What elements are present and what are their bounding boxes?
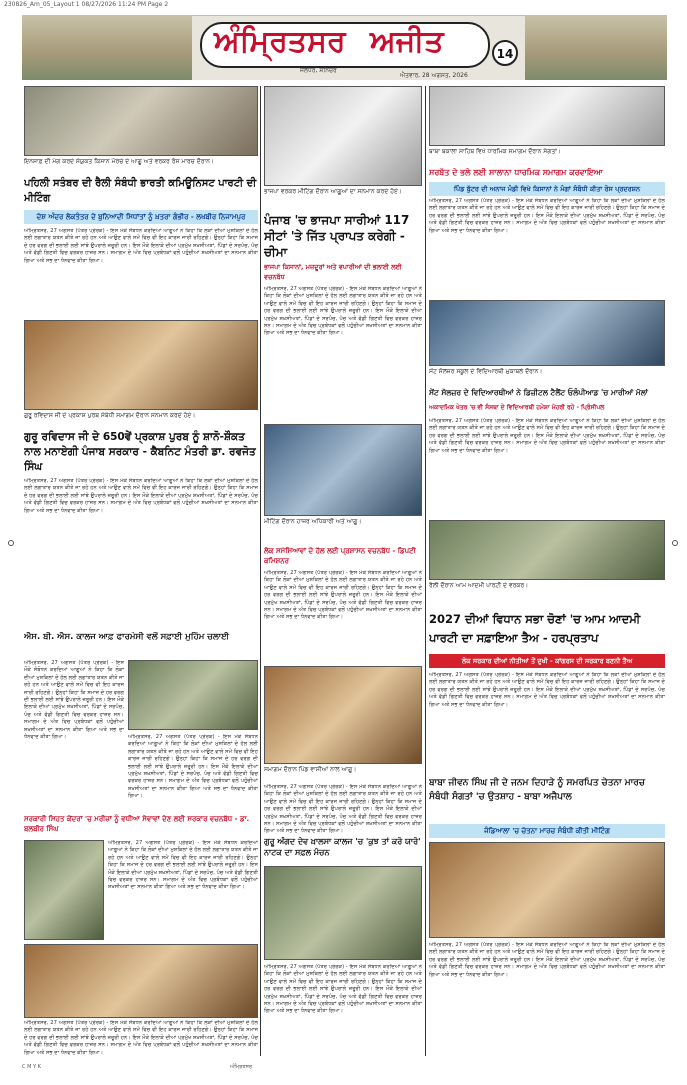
article-subheadline: ਲੋਕ ਸਰਕਾਰ ਦੀਆਂ ਨੀਤੀਆਂ ਤੋਂ ਦੁਖੀ - ਕਾਂਗਰਸ ਦੀ ਸਰਕਾਰ ਬਣਨੀ ਤੈਅ [429,654,665,668]
article-headline: ਐਸ. ਬੀ. ਐਸ. ਕਾਲਜ ਆਫ਼ ਫਾਰਮੇਸੀ ਵਲੋਂ ਸਫ਼ਾਈ ਮੁਹਿੰਮ ਚਲਾਈ [24,632,230,642]
page-number: 14 [492,40,518,66]
article-photo-sikh-meeting [429,842,665,938]
masthead-logo-right: ਅਜੀਤ [370,24,444,59]
article-body: ਅੰਮ੍ਰਿਤਸਰ, 27 ਅਗਸਤ (ਪੱਤਰ ਪ੍ਰੇਰਕ) - ਇਸ ਮੌਕੇ ਸੰਬੋਧਨ ਕਰਦਿਆਂ ਆਗੂਆਂ ਨੇ ਕਿਹਾ ਕਿ ਲੋਕਾਂ ਦੀਆਂ ਮੁਸ਼ਕਿਲਾਂ ਦੇ ਹੱਲ ਲਈ ਲਗਾਤਾਰ ਯਤਨ ਕੀਤੇ ਜਾ ਰਹੇ ਹਨ ਅਤੇ ਆਉਣ ਵਾਲੇ ਸਮੇਂ ਵਿਚ ਵੀ ਇਹ ਕਾਰਜ ਜਾਰੀ ਰਹਿਣਗੇ। ਉਨ੍ਹਾਂ ਕਿਹਾ ਕਿ ਸਮਾਜ ਦੇ ਹਰ ਵਰਗ ਦੀ ਭਲਾਈ ਲਈ ਸਾਂਝੇ ਉਪਰਾਲੇ ਜ਼ਰੂਰੀ ਹਨ। ਇਸ ਮੌਕੇ ਇਲਾਕੇ ਦੀਆਂ ਪ੍ਰਮੁੱਖ ਸ਼ਖ਼ਸੀਅਤਾਂ, ਪਿੰਡਾਂ ਦੇ ਸਰਪੰਚ, ਪੰਚ ਅਤੇ ਵੱਡੀ ਗਿਣਤੀ ਵਿਚ ਵਰਕਰ ਹਾਜ਼ਰ ਸਨ। ਸਮਾਗਮ ਦੇ ਅੰਤ ਵਿਚ ਪ੍ਰਬੰਧਕਾਂ ਵਲੋਂ ਪਹੁੰਚੀਆਂ ਸ਼ਖ਼ਸੀਅਤਾਂ ਦਾ ਸਨਮਾਨ ਕੀਤਾ ਗਿਆ ਅਤੇ ਸਭ ਦਾ ਧੰਨਵਾਦ ਕੀਤਾ ਗਿਆ। [429,198,665,234]
article-headline: ਗੁਰੂ ਅੰਗਦ ਦੇਵ ਖ਼ਾਲਸਾ ਕਾਲਜ 'ਚ 'ਕੁਝ ਤਾਂ ਕਰੋ ਯਾਰੋ' ਨਾਟਕ ਦਾ ਸਫ਼ਲ ਮੰਚਨ [264,837,421,857]
footer-strip [0,1064,687,1072]
article-subheadline: ਪਿੰਡ ਬੁੱਟਰ ਦੀ ਅਨਾਜ ਮੰਡੀ ਵਿਖੇ ਕਿਸਾਨਾਂ ਨੇ ਮੰਗਾਂ ਸੰਬੰਧੀ ਕੀਤਾ ਰੋਸ ਪ੍ਰਦਰਸ਼ਨ [429,182,665,196]
photo-caption: ਮੀਟਿੰਗ ਦੌਰਾਨ ਹਾਜ਼ਰ ਅਧਿਕਾਰੀ ਅਤੇ ਆਗੂ। [264,518,362,525]
photo-caption: ਰੈਲੀ ਦੌਰਾਨ ਆਮ ਆਦਮੀ ਪਾਰਟੀ ਦੇ ਵਰਕਰ। [429,582,529,589]
article-headline: ਗੁਰੂ ਰਵਿਦਾਸ ਜੀ ਦੇ 650ਵੇਂ ਪ੍ਰਕਾਸ਼ ਪੁਰਬ ਨੂੰ ਸ਼ਾਨੋ-ਸ਼ੌਕਤ ਨਾਲ ਮਨਾਏਗੀ ਪੰਜਾਬ ਸਰਕਾਰ - ਕੈਬਨਿਟ ਮੰਤਰੀ ਡਾ. ਰਵਜੋਤ ਸਿੰਘ [24,431,256,473]
article-photo-students [429,300,665,366]
article-photo-drama [264,866,422,960]
article-body: ਅੰਮ੍ਰਿਤਸਰ, 27 ਅਗਸਤ (ਪੱਤਰ ਪ੍ਰੇਰਕ) - ਇਸ ਮੌਕੇ ਸੰਬੋਧਨ ਕਰਦਿਆਂ ਆਗੂਆਂ ਨੇ ਕਿਹਾ ਕਿ ਲੋਕਾਂ ਦੀਆਂ ਮੁਸ਼ਕਿਲਾਂ ਦੇ ਹੱਲ ਲਈ ਲਗਾਤਾਰ ਯਤਨ ਕੀਤੇ ਜਾ ਰਹੇ ਹਨ ਅਤੇ ਆਉਣ ਵਾਲੇ ਸਮੇਂ ਵਿਚ ਵੀ ਇਹ ਕਾਰਜ ਜਾਰੀ ਰਹਿਣਗੇ। ਉਨ੍ਹਾਂ ਕਿਹਾ ਕਿ ਸਮਾਜ ਦੇ ਹਰ ਵਰਗ ਦੀ ਭਲਾਈ ਲਈ ਸਾਂਝੇ ਉਪਰਾਲੇ ਜ਼ਰੂਰੀ ਹਨ। ਇਸ ਮੌਕੇ ਇਲਾਕੇ ਦੀਆਂ ਪ੍ਰਮੁੱਖ ਸ਼ਖ਼ਸੀਅਤਾਂ, ਪਿੰਡਾਂ ਦੇ ਸਰਪੰਚ, ਪੰਚ ਅਤੇ ਵੱਡੀ ਗਿਣਤੀ ਵਿਚ ਵਰਕਰ ਹਾਜ਼ਰ ਸਨ। ਸਮਾਗਮ ਦੇ ਅੰਤ ਵਿਚ ਪ੍ਰਬੰਧਕਾਂ ਵਲੋਂ ਪਹੁੰਚੀਆਂ ਸ਼ਖ਼ਸੀਅਤਾਂ ਦਾ ਸਨਮਾਨ ਕੀਤਾ ਗਿਆ ਅਤੇ ਸਭ ਦਾ ਧੰਨਵਾਦ ਕੀਤਾ ਗਿਆ। [24,1020,258,1056]
article-subheadline: ਜੰਡਿਆਲਾ 'ਚ ਚੇਤਨਾ ਮਾਰਚ ਸੰਬੰਧੀ ਕੀਤੀ ਮੀਟਿੰਗ [429,824,665,838]
article-photo-cleanliness [128,660,258,730]
footer-color-key: C M Y K [22,1064,41,1070]
article-photo-protest [24,86,258,156]
photo-caption: ਬਾਬਾ ਬਕਾਲਾ ਸਾਹਿਬ ਵਿਖੇ ਧਾਰਮਿਕ ਸਮਾਗਮ ਦੌਰਾਨ ਸੰਗਤਾਂ। [429,148,562,155]
article-body: ਅੰਮ੍ਰਿਤਸਰ, 27 ਅਗਸਤ (ਪੱਤਰ ਪ੍ਰੇਰਕ) - ਇਸ ਮੌਕੇ ਸੰਬੋਧਨ ਕਰਦਿਆਂ ਆਗੂਆਂ ਨੇ ਕਿਹਾ ਕਿ ਲੋਕਾਂ ਦੀਆਂ ਮੁਸ਼ਕਿਲਾਂ ਦੇ ਹੱਲ ਲਈ ਲਗਾਤਾਰ ਯਤਨ ਕੀਤੇ ਜਾ ਰਹੇ ਹਨ ਅਤੇ ਆਉਣ ਵਾਲੇ ਸਮੇਂ ਵਿਚ ਵੀ ਇਹ ਕਾਰਜ ਜਾਰੀ ਰਹਿਣਗੇ। ਉਨ੍ਹਾਂ ਕਿਹਾ ਕਿ ਸਮਾਜ ਦੇ ਹਰ ਵਰਗ ਦੀ ਭਲਾਈ ਲਈ ਸਾਂਝੇ ਉਪਰਾਲੇ ਜ਼ਰੂਰੀ ਹਨ। ਇਸ ਮੌਕੇ ਇਲਾਕੇ ਦੀਆਂ ਪ੍ਰਮੁੱਖ ਸ਼ਖ਼ਸੀਅਤਾਂ, ਪਿੰਡਾਂ ਦੇ ਸਰਪੰਚ, ਪੰਚ ਅਤੇ ਵੱਡੀ ਗਿਣਤੀ ਵਿਚ ਵਰਕਰ ਹਾਜ਼ਰ ਸਨ। ਸਮਾਗਮ ਦੇ ਅੰਤ ਵਿਚ ਪ੍ਰਬੰਧਕਾਂ ਵਲੋਂ ਪਹੁੰਚੀਆਂ ਸ਼ਖ਼ਸੀਅਤਾਂ ਦਾ ਸਨਮਾਨ ਕੀਤਾ ਗਿਆ ਅਤੇ ਸਭ ਦਾ ਧੰਨਵਾਦ ਕੀਤਾ ਗਿਆ। [264,964,422,1015]
photo-caption: ਸਮਾਗਮ ਦੌਰਾਨ ਪਿੰਡ ਵਾਸੀਆਂ ਨਾਲ ਆਗੂ। [264,766,357,773]
article-photo-villagers [264,666,422,764]
article-body: ਅੰਮ੍ਰਿਤਸਰ, 27 ਅਗਸਤ (ਪੱਤਰ ਪ੍ਰੇਰਕ) - ਇਸ ਮੌਕੇ ਸੰਬੋਧਨ ਕਰਦਿਆਂ ਆਗੂਆਂ ਨੇ ਕਿਹਾ ਕਿ ਲੋਕਾਂ ਦੀਆਂ ਮੁਸ਼ਕਿਲਾਂ ਦੇ ਹੱਲ ਲਈ ਲਗਾਤਾਰ ਯਤਨ ਕੀਤੇ ਜਾ ਰਹੇ ਹਨ ਅਤੇ ਆਉਣ ਵਾਲੇ ਸਮੇਂ ਵਿਚ ਵੀ ਇਹ ਕਾਰਜ ਜਾਰੀ ਰਹਿਣਗੇ। ਉਨ੍ਹਾਂ ਕਿਹਾ ਕਿ ਸਮਾਜ ਦੇ ਹਰ ਵਰਗ ਦੀ ਭਲਾਈ ਲਈ ਸਾਂਝੇ ਉਪਰਾਲੇ ਜ਼ਰੂਰੀ ਹਨ। ਇਸ ਮੌਕੇ ਇਲਾਕੇ ਦੀਆਂ ਪ੍ਰਮੁੱਖ ਸ਼ਖ਼ਸੀਅਤਾਂ, ਪਿੰਡਾਂ ਦੇ ਸਰਪੰਚ, ਪੰਚ ਅਤੇ ਵੱਡੀ ਗਿਣਤੀ ਵਿਚ ਵਰਕਰ ਹਾਜ਼ਰ ਸਨ। ਸਮਾਗਮ ਦੇ ਅੰਤ ਵਿਚ ਪ੍ਰਬੰਧਕਾਂ ਵਲੋਂ ਪਹੁੰਚੀਆਂ ਸ਼ਖ਼ਸੀਅਤਾਂ ਦਾ ਸਨਮਾਨ ਕੀਤਾ ਗਿਆ ਅਤੇ ਸਭ ਦਾ ਧੰਨਵਾਦ ਕੀਤਾ ਗਿਆ। [429,418,665,454]
photo-caption: ਸੇਂਟ ਸੋਲਜ਼ਰ ਸਕੂਲ ਦੇ ਵਿਦਿਆਰਥੀ ਮੁਕਾਬਲੇ ਦੌਰਾਨ। [429,368,543,375]
article-photo-officials-meeting [264,424,422,516]
article-body: ਅੰਮ੍ਰਿਤਸਰ, 27 ਅਗਸਤ (ਪੱਤਰ ਪ੍ਰੇਰਕ) - ਇਸ ਮੌਕੇ ਸੰਬੋਧਨ ਕਰਦਿਆਂ ਆਗੂਆਂ ਨੇ ਕਿਹਾ ਕਿ ਲੋਕਾਂ ਦੀਆਂ ਮੁਸ਼ਕਿਲਾਂ ਦੇ ਹੱਲ ਲਈ ਲਗਾਤਾਰ ਯਤਨ ਕੀਤੇ ਜਾ ਰਹੇ ਹਨ ਅਤੇ ਆਉਣ ਵਾਲੇ ਸਮੇਂ ਵਿਚ ਵੀ ਇਹ ਕਾਰਜ ਜਾਰੀ ਰਹਿਣਗੇ। ਉਨ੍ਹਾਂ ਕਿਹਾ ਕਿ ਸਮਾਜ ਦੇ ਹਰ ਵਰਗ ਦੀ ਭਲਾਈ ਲਈ ਸਾਂਝੇ ਉਪਰਾਲੇ ਜ਼ਰੂਰੀ ਹਨ। ਇਸ ਮੌਕੇ ਇਲਾਕੇ ਦੀਆਂ ਪ੍ਰਮੁੱਖ ਸ਼ਖ਼ਸੀਅਤਾਂ, ਪਿੰਡਾਂ ਦੇ ਸਰਪੰਚ, ਪੰਚ ਅਤੇ ਵੱਡੀ ਗਿਣਤੀ ਵਿਚ ਵਰਕਰ ਹਾਜ਼ਰ ਸਨ। ਸਮਾਗਮ ਦੇ ਅੰਤ ਵਿਚ ਪ੍ਰਬੰਧਕਾਂ ਵਲੋਂ ਪਹੁੰਚੀਆਂ ਸ਼ਖ਼ਸੀਅਤਾਂ ਦਾ ਸਨਮਾਨ ਕੀਤਾ ਗਿਆ ਅਤੇ ਸਭ ਦਾ ਧੰਨਵਾਦ ਕੀਤਾ ਗਿਆ। [24,228,258,264]
article-body: ਅੰਮ੍ਰਿਤਸਰ, 27 ਅਗਸਤ (ਪੱਤਰ ਪ੍ਰੇਰਕ) - ਇਸ ਮੌਕੇ ਸੰਬੋਧਨ ਕਰਦਿਆਂ ਆਗੂਆਂ ਨੇ ਕਿਹਾ ਕਿ ਲੋਕਾਂ ਦੀਆਂ ਮੁਸ਼ਕਿਲਾਂ ਦੇ ਹੱਲ ਲਈ ਲਗਾਤਾਰ ਯਤਨ ਕੀਤੇ ਜਾ ਰਹੇ ਹਨ ਅਤੇ ਆਉਣ ਵਾਲੇ ਸਮੇਂ ਵਿਚ ਵੀ ਇਹ ਕਾਰਜ ਜਾਰੀ ਰਹਿਣਗੇ। ਉਨ੍ਹਾਂ ਕਿਹਾ ਕਿ ਸਮਾਜ ਦੇ ਹਰ ਵਰਗ ਦੀ ਭਲਾਈ ਲਈ ਸਾਂਝੇ ਉਪਰਾਲੇ ਜ਼ਰੂਰੀ ਹਨ। ਇਸ ਮੌਕੇ ਇਲਾਕੇ ਦੀਆਂ ਪ੍ਰਮੁੱਖ ਸ਼ਖ਼ਸੀਅਤਾਂ, ਪਿੰਡਾਂ ਦੇ ਸਰਪੰਚ, ਪੰਚ ਅਤੇ ਵੱਡੀ ਗਿਣਤੀ ਵਿਚ ਵਰਕਰ ਹਾਜ਼ਰ ਸਨ। ਸਮਾਗਮ ਦੇ ਅੰਤ ਵਿਚ ਪ੍ਰਬੰਧਕਾਂ ਵਲੋਂ ਪਹੁੰਚੀਆਂ ਸ਼ਖ਼ਸੀਅਤਾਂ ਦਾ ਸਨਮਾਨ ਕੀਤਾ ਗਿਆ ਅਤੇ ਸਭ ਦਾ ਧੰਨਵਾਦ ਕੀਤਾ ਗਿਆ। [429,672,665,708]
article-body: ਅੰਮ੍ਰਿਤਸਰ, 27 ਅਗਸਤ (ਪੱਤਰ ਪ੍ਰੇਰਕ) - ਇਸ ਮੌਕੇ ਸੰਬੋਧਨ ਕਰਦਿਆਂ ਆਗੂਆਂ ਨੇ ਕਿਹਾ ਕਿ ਲੋਕਾਂ ਦੀਆਂ ਮੁਸ਼ਕਿਲਾਂ ਦੇ ਹੱਲ ਲਈ ਲਗਾਤਾਰ ਯਤਨ ਕੀਤੇ ਜਾ ਰਹੇ ਹਨ ਅਤੇ ਆਉਣ ਵਾਲੇ ਸਮੇਂ ਵਿਚ ਵੀ ਇਹ ਕਾਰਜ ਜਾਰੀ ਰਹਿਣਗੇ। ਉਨ੍ਹਾਂ ਕਿਹਾ ਕਿ ਸਮਾਜ ਦੇ ਹਰ ਵਰਗ ਦੀ ਭਲਾਈ ਲਈ ਸਾਂਝੇ ਉਪਰਾਲੇ ਜ਼ਰੂਰੀ ਹਨ। ਇਸ ਮੌਕੇ ਇਲਾਕੇ ਦੀਆਂ ਪ੍ਰਮੁੱਖ ਸ਼ਖ਼ਸੀਅਤਾਂ, ਪਿੰਡਾਂ ਦੇ ਸਰਪੰਚ, ਪੰਚ ਅਤੇ ਵੱਡੀ ਗਿਣਤੀ ਵਿਚ ਵਰਕਰ ਹਾਜ਼ਰ ਸਨ। ਸਮਾਗਮ ਦੇ ਅੰਤ ਵਿਚ ਪ੍ਰਬੰਧਕਾਂ ਵਲੋਂ ਪਹੁੰਚੀਆਂ ਸ਼ਖ਼ਸੀਅਤਾਂ ਦਾ ਸਨਮਾਨ ਕੀਤਾ ਗਿਆ ਅਤੇ ਸਭ ਦਾ ਧੰਨਵਾਦ ਕੀਤਾ ਗਿਆ। [24,660,124,741]
article-body: ਅੰਮ੍ਰਿਤਸਰ, 27 ਅਗਸਤ (ਪੱਤਰ ਪ੍ਰੇਰਕ) - ਇਸ ਮੌਕੇ ਸੰਬੋਧਨ ਕਰਦਿਆਂ ਆਗੂਆਂ ਨੇ ਕਿਹਾ ਕਿ ਲੋਕਾਂ ਦੀਆਂ ਮੁਸ਼ਕਿਲਾਂ ਦੇ ਹੱਲ ਲਈ ਲਗਾਤਾਰ ਯਤਨ ਕੀਤੇ ਜਾ ਰਹੇ ਹਨ ਅਤੇ ਆਉਣ ਵਾਲੇ ਸਮੇਂ ਵਿਚ ਵੀ ਇਹ ਕਾਰਜ ਜਾਰੀ ਰਹਿਣਗੇ। ਉਨ੍ਹਾਂ ਕਿਹਾ ਕਿ ਸਮਾਜ ਦੇ ਹਰ ਵਰਗ ਦੀ ਭਲਾਈ ਲਈ ਸਾਂਝੇ ਉਪਰਾਲੇ ਜ਼ਰੂਰੀ ਹਨ। ਇਸ ਮੌਕੇ ਇਲਾਕੇ ਦੀਆਂ ਪ੍ਰਮੁੱਖ ਸ਼ਖ਼ਸੀਅਤਾਂ, ਪਿੰਡਾਂ ਦੇ ਸਰਪੰਚ, ਪੰਚ ਅਤੇ ਵੱਡੀ ਗਿਣਤੀ ਵਿਚ ਵਰਕਰ ਹਾਜ਼ਰ ਸਨ। ਸਮਾਗਮ ਦੇ ਅੰਤ ਵਿਚ ਪ੍ਰਬੰਧਕਾਂ ਵਲੋਂ ਪਹੁੰਚੀਆਂ ਸ਼ਖ਼ਸੀਅਤਾਂ ਦਾ ਸਨਮਾਨ ਕੀਤਾ ਗਿਆ ਅਤੇ ਸਭ ਦਾ ਧੰਨਵਾਦ ਕੀਤਾ ਗਿਆ। [108,840,258,891]
article-headline: ਸਰਕਾਰੀ ਸਿਹਤ ਕੇਂਦਰਾਂ 'ਚ ਮਰੀਜ਼ਾਂ ਨੂੰ ਵਧੀਆ ਸੇਵਾਵਾਂ ਦੇਣ ਲਈ ਸਰਕਾਰ ਵਚਨਬੱਧ - ਡਾ. ਬਲਬੀਰ ਸਿੰਘ [24,815,250,833]
masthead-subtitle: ਜਲੰਧਰ, ਸ਼ਨਿਚਰ [300,67,337,74]
registration-mark [672,540,678,546]
article-body: ਅੰਮ੍ਰਿਤਸਰ, 27 ਅਗਸਤ (ਪੱਤਰ ਪ੍ਰੇਰਕ) - ਇਸ ਮੌਕੇ ਸੰਬੋਧਨ ਕਰਦਿਆਂ ਆਗੂਆਂ ਨੇ ਕਿਹਾ ਕਿ ਲੋਕਾਂ ਦੀਆਂ ਮੁਸ਼ਕਿਲਾਂ ਦੇ ਹੱਲ ਲਈ ਲਗਾਤਾਰ ਯਤਨ ਕੀਤੇ ਜਾ ਰਹੇ ਹਨ ਅਤੇ ਆਉਣ ਵਾਲੇ ਸਮੇਂ ਵਿਚ ਵੀ ਇਹ ਕਾਰਜ ਜਾਰੀ ਰਹਿਣਗੇ। ਉਨ੍ਹਾਂ ਕਿਹਾ ਕਿ ਸਮਾਜ ਦੇ ਹਰ ਵਰਗ ਦੀ ਭਲਾਈ ਲਈ ਸਾਂਝੇ ਉਪਰਾਲੇ ਜ਼ਰੂਰੀ ਹਨ। ਇਸ ਮੌਕੇ ਇਲਾਕੇ ਦੀਆਂ ਪ੍ਰਮੁੱਖ ਸ਼ਖ਼ਸੀਅਤਾਂ, ਪਿੰਡਾਂ ਦੇ ਸਰਪੰਚ, ਪੰਚ ਅਤੇ ਵੱਡੀ ਗਿਣਤੀ ਵਿਚ ਵਰਕਰ ਹਾਜ਼ਰ ਸਨ। ਸਮਾਗਮ ਦੇ ਅੰਤ ਵਿਚ ਪ੍ਰਬੰਧਕਾਂ ਵਲੋਂ ਪਹੁੰਚੀਆਂ ਸ਼ਖ਼ਸੀਅਤਾਂ ਦਾ ਸਨਮਾਨ ਕੀਤਾ ਗਿਆ ਅਤੇ ਸਭ ਦਾ ਧੰਨਵਾਦ ਕੀਤਾ ਗਿਆ। [128,734,258,800]
article-subheadline: ਭਾਜਪਾ ਕਿਸਾਨਾਂ, ਮਜ਼ਦੂਰਾਂ ਅਤੇ ਵਪਾਰੀਆਂ ਦੀ ਭਲਾਈ ਲਈ ਵਚਨਬੱਧ [264,263,402,281]
photo-caption: ਭਾਜਪਾ ਵਰਕਰ ਮੀਟਿੰਗ ਦੌਰਾਨ ਆਗੂਆਂ ਦਾ ਸਨਮਾਨ ਕਰਦੇ ਹੋਏ। [264,188,402,195]
photo-caption: ਗੁਰੂ ਰਵਿਦਾਸ ਜੀ ਦੇ ਪ੍ਰਕਾਸ਼ ਪੁਰਬ ਸੰਬੰਧੀ ਸਮਾਗਮ ਦੌਰਾਨ ਸਨਮਾਨ ਕਰਦੇ ਹੋਏ। [24,412,196,419]
article-headline: 2027 ਦੀਆਂ ਵਿਧਾਨ ਸਭਾ ਚੋਣਾਂ 'ਚ ਆਮ ਆਦਮੀ ਪਾਰਟੀ ਦਾ ਸਫ਼ਾਇਆ ਤੈਅ - ਹਰਪ੍ਰਤਾਪ [429,612,641,645]
article-headline: ਲੋਕ ਸਮੱਸਿਆਵਾਂ ਦੇ ਹੱਲ ਲਈ ਪ੍ਰਸ਼ਾਸਨ ਵਚਨਬੱਧ - ਡਿਪਟੀ ਕਮਿਸ਼ਨਰ [264,547,416,565]
article-body: ਅੰਮ੍ਰਿਤਸਰ, 27 ਅਗਸਤ (ਪੱਤਰ ਪ੍ਰੇਰਕ) - ਇਸ ਮੌਕੇ ਸੰਬੋਧਨ ਕਰਦਿਆਂ ਆਗੂਆਂ ਨੇ ਕਿਹਾ ਕਿ ਲੋਕਾਂ ਦੀਆਂ ਮੁਸ਼ਕਿਲਾਂ ਦੇ ਹੱਲ ਲਈ ਲਗਾਤਾਰ ਯਤਨ ਕੀਤੇ ਜਾ ਰਹੇ ਹਨ ਅਤੇ ਆਉਣ ਵਾਲੇ ਸਮੇਂ ਵਿਚ ਵੀ ਇਹ ਕਾਰਜ ਜਾਰੀ ਰਹਿਣਗੇ। ਉਨ੍ਹਾਂ ਕਿਹਾ ਕਿ ਸਮਾਜ ਦੇ ਹਰ ਵਰਗ ਦੀ ਭਲਾਈ ਲਈ ਸਾਂਝੇ ਉਪਰਾਲੇ ਜ਼ਰੂਰੀ ਹਨ। ਇਸ ਮੌਕੇ ਇਲਾਕੇ ਦੀਆਂ ਪ੍ਰਮੁੱਖ ਸ਼ਖ਼ਸੀਅਤਾਂ, ਪਿੰਡਾਂ ਦੇ ਸਰਪੰਚ, ਪੰਚ ਅਤੇ ਵੱਡੀ ਗਿਣਤੀ ਵਿਚ ਵਰਕਰ ਹਾਜ਼ਰ ਸਨ। ਸਮਾਗਮ ਦੇ ਅੰਤ ਵਿਚ ਪ੍ਰਬੰਧਕਾਂ ਵਲੋਂ ਪਹੁੰਚੀਆਂ ਸ਼ਖ਼ਸੀਅਤਾਂ ਦਾ ਸਨਮਾਨ ਕੀਤਾ ਗਿਆ ਅਤੇ ਸਭ ਦਾ ਧੰਨਵਾਦ ਕੀਤਾ ਗਿਆ। [264,286,422,337]
column-rule [260,86,261,1056]
article-body: ਅੰਮ੍ਰਿਤਸਰ, 27 ਅਗਸਤ (ਪੱਤਰ ਪ੍ਰੇਰਕ) - ਇਸ ਮੌਕੇ ਸੰਬੋਧਨ ਕਰਦਿਆਂ ਆਗੂਆਂ ਨੇ ਕਿਹਾ ਕਿ ਲੋਕਾਂ ਦੀਆਂ ਮੁਸ਼ਕਿਲਾਂ ਦੇ ਹੱਲ ਲਈ ਲਗਾਤਾਰ ਯਤਨ ਕੀਤੇ ਜਾ ਰਹੇ ਹਨ ਅਤੇ ਆਉਣ ਵਾਲੇ ਸਮੇਂ ਵਿਚ ਵੀ ਇਹ ਕਾਰਜ ਜਾਰੀ ਰਹਿਣਗੇ। ਉਨ੍ਹਾਂ ਕਿਹਾ ਕਿ ਸਮਾਜ ਦੇ ਹਰ ਵਰਗ ਦੀ ਭਲਾਈ ਲਈ ਸਾਂਝੇ ਉਪਰਾਲੇ ਜ਼ਰੂਰੀ ਹਨ। ਇਸ ਮੌਕੇ ਇਲਾਕੇ ਦੀਆਂ ਪ੍ਰਮੁੱਖ ਸ਼ਖ਼ਸੀਅਤਾਂ, ਪਿੰਡਾਂ ਦੇ ਸਰਪੰਚ, ਪੰਚ ਅਤੇ ਵੱਡੀ ਗਿਣਤੀ ਵਿਚ ਵਰਕਰ ਹਾਜ਼ਰ ਸਨ। ਸਮਾਗਮ ਦੇ ਅੰਤ ਵਿਚ ਪ੍ਰਬੰਧਕਾਂ ਵਲੋਂ ਪਹੁੰਚੀਆਂ ਸ਼ਖ਼ਸੀਅਤਾਂ ਦਾ ਸਨਮਾਨ ਕੀਤਾ ਗਿਆ ਅਤੇ ਸਭ ਦਾ ਧੰਨਵਾਦ ਕੀਤਾ ਗਿਆ। [24,478,258,514]
article-headline: ਬਾਬਾ ਜੀਵਨ ਸਿੰਘ ਜੀ ਦੇ ਜਨਮ ਦਿਹਾੜੇ ਨੂੰ ਸਮਰਪਿਤ ਚੇਤਨਾ ਮਾਰਚ ਸੰਬੰਧੀ ਸੰਗਤਾਂ 'ਚ ਉਤਸ਼ਾਹ - ਬਾਬਾ ਅਜੈਪਾਲ [429,778,645,802]
article-photo-hospital [24,840,104,940]
article-headline: ਪੰਜਾਬ 'ਚ ਭਾਜਪਾ ਸਾਰੀਆਂ 117 ਸੀਟਾਂ 'ਤੇ ਜਿੱਤ ਪ੍ਰਾਪਤ ਕਰੇਗੀ - ਚੀਮਾ [264,213,410,259]
column-rule [425,86,426,1056]
article-photo-bjp-meeting [264,86,422,186]
edition-date: ਐਤਵਾਰ, 28 ਅਗਸਤ, 2026 [400,72,468,79]
article-subheadline: ਦੇਸ਼ ਅੰਦਰ ਲੋਕਤੰਤਰ ਦੇ ਬੁਨਿਆਦੀ ਸਿਧਾਂਤਾਂ ਨੂੰ ਖ਼ਤਰਾ ਗੰਭੀਰ - ਲਖਬੀਰ ਨਿਜਾਮਪੁਰ [24,210,258,224]
masthead-logo-left: ਅੰਮ੍ਰਿਤਸਰ [214,24,346,59]
article-headline: ਪਹਿਲੀ ਸਤੰਬਰ ਦੀ ਰੈਲੀ ਸੰਬੰਧੀ ਭਾਰਤੀ ਕਮਿਊਨਿਸਟ ਪਾਰਟੀ ਦੀ ਮੀਟਿੰਗ [24,178,257,204]
article-subheadline: ਅਕਾਦਮਿਕ ਖੇਤਰ 'ਚ ਵੀ ਸੰਸਥਾ ਦੇ ਵਿਦਿਆਰਥੀ ਹਮੇਸ਼ਾ ਮੋਹਰੀ ਰਹੇ - ਪ੍ਰਿੰਸੀਪਲ [429,404,605,411]
footer-edition: ਅੰਮ੍ਰਿਤਸਰ [230,1064,252,1070]
article-photo-ceremony [24,320,258,410]
masthead-golden-temple-photo [22,15,192,80]
article-headline: ਸਰਬੱਤ ਦੇ ਭਲੇ ਲਈ ਸਾਲਾਨਾ ਧਾਰਮਿਕ ਸਮਾਗਮ ਕਰਵਾਇਆ [429,168,603,177]
masthead-memorial-photo [525,15,667,80]
article-photo-group [24,944,258,1018]
article-body: ਅੰਮ੍ਰਿਤਸਰ, 27 ਅਗਸਤ (ਪੱਤਰ ਪ੍ਰੇਰਕ) - ਇਸ ਮੌਕੇ ਸੰਬੋਧਨ ਕਰਦਿਆਂ ਆਗੂਆਂ ਨੇ ਕਿਹਾ ਕਿ ਲੋਕਾਂ ਦੀਆਂ ਮੁਸ਼ਕਿਲਾਂ ਦੇ ਹੱਲ ਲਈ ਲਗਾਤਾਰ ਯਤਨ ਕੀਤੇ ਜਾ ਰਹੇ ਹਨ ਅਤੇ ਆਉਣ ਵਾਲੇ ਸਮੇਂ ਵਿਚ ਵੀ ਇਹ ਕਾਰਜ ਜਾਰੀ ਰਹਿਣਗੇ। ਉਨ੍ਹਾਂ ਕਿਹਾ ਕਿ ਸਮਾਜ ਦੇ ਹਰ ਵਰਗ ਦੀ ਭਲਾਈ ਲਈ ਸਾਂਝੇ ਉਪਰਾਲੇ ਜ਼ਰੂਰੀ ਹਨ। ਇਸ ਮੌਕੇ ਇਲਾਕੇ ਦੀਆਂ ਪ੍ਰਮੁੱਖ ਸ਼ਖ਼ਸੀਅਤਾਂ, ਪਿੰਡਾਂ ਦੇ ਸਰਪੰਚ, ਪੰਚ ਅਤੇ ਵੱਡੀ ਗਿਣਤੀ ਵਿਚ ਵਰਕਰ ਹਾਜ਼ਰ ਸਨ। ਸਮਾਗਮ ਦੇ ਅੰਤ ਵਿਚ ਪ੍ਰਬੰਧਕਾਂ ਵਲੋਂ ਪਹੁੰਚੀਆਂ ਸ਼ਖ਼ਸੀਅਤਾਂ ਦਾ ਸਨਮਾਨ ਕੀਤਾ ਗਿਆ ਅਤੇ ਸਭ ਦਾ ਧੰਨਵਾਦ ਕੀਤਾ ਗਿਆ। [264,570,422,621]
photo-caption: ਇਨਸਾਫ਼ ਦੀ ਮੰਗ ਕਰਦੇ ਸੰਯੁਕਤ ਕਿਸਾਨ ਮੋਰਚੇ ਦੇ ਆਗੂ ਅਤੇ ਵਰਕਰ ਰੋਸ ਮਾਰਚ ਦੌਰਾਨ। [24,158,214,165]
registration-mark [8,540,14,546]
article-photo-congregation [429,86,665,146]
article-photo-rally [429,520,665,580]
article-body: ਅੰਮ੍ਰਿਤਸਰ, 27 ਅਗਸਤ (ਪੱਤਰ ਪ੍ਰੇਰਕ) - ਇਸ ਮੌਕੇ ਸੰਬੋਧਨ ਕਰਦਿਆਂ ਆਗੂਆਂ ਨੇ ਕਿਹਾ ਕਿ ਲੋਕਾਂ ਦੀਆਂ ਮੁਸ਼ਕਿਲਾਂ ਦੇ ਹੱਲ ਲਈ ਲਗਾਤਾਰ ਯਤਨ ਕੀਤੇ ਜਾ ਰਹੇ ਹਨ ਅਤੇ ਆਉਣ ਵਾਲੇ ਸਮੇਂ ਵਿਚ ਵੀ ਇਹ ਕਾਰਜ ਜਾਰੀ ਰਹਿਣਗੇ। ਉਨ੍ਹਾਂ ਕਿਹਾ ਕਿ ਸਮਾਜ ਦੇ ਹਰ ਵਰਗ ਦੀ ਭਲਾਈ ਲਈ ਸਾਂਝੇ ਉਪਰਾਲੇ ਜ਼ਰੂਰੀ ਹਨ। ਇਸ ਮੌਕੇ ਇਲਾਕੇ ਦੀਆਂ ਪ੍ਰਮੁੱਖ ਸ਼ਖ਼ਸੀਅਤਾਂ, ਪਿੰਡਾਂ ਦੇ ਸਰਪੰਚ, ਪੰਚ ਅਤੇ ਵੱਡੀ ਗਿਣਤੀ ਵਿਚ ਵਰਕਰ ਹਾਜ਼ਰ ਸਨ। ਸਮਾਗਮ ਦੇ ਅੰਤ ਵਿਚ ਪ੍ਰਬੰਧਕਾਂ ਵਲੋਂ ਪਹੁੰਚੀਆਂ ਸ਼ਖ਼ਸੀਅਤਾਂ ਦਾ ਸਨਮਾਨ ਕੀਤਾ ਗਿਆ ਅਤੇ ਸਭ ਦਾ ਧੰਨਵਾਦ ਕੀਤਾ ਗਿਆ। [429,942,665,978]
article-headline: ਸੇਂਟ ਸੋਲਜ਼ਰ ਦੇ ਵਿਦਿਆਰਥੀਆਂ ਨੇ ਡਿਜ਼ੀਟਲ ਟੈਲੈਂਟ ਓਲੰਪੀਆਡ 'ਚ ਮਾਰੀਆਂ ਮੱਲਾਂ [429,388,648,397]
article-body: ਅੰਮ੍ਰਿਤਸਰ, 27 ਅਗਸਤ (ਪੱਤਰ ਪ੍ਰੇਰਕ) - ਇਸ ਮੌਕੇ ਸੰਬੋਧਨ ਕਰਦਿਆਂ ਆਗੂਆਂ ਨੇ ਕਿਹਾ ਕਿ ਲੋਕਾਂ ਦੀਆਂ ਮੁਸ਼ਕਿਲਾਂ ਦੇ ਹੱਲ ਲਈ ਲਗਾਤਾਰ ਯਤਨ ਕੀਤੇ ਜਾ ਰਹੇ ਹਨ ਅਤੇ ਆਉਣ ਵਾਲੇ ਸਮੇਂ ਵਿਚ ਵੀ ਇਹ ਕਾਰਜ ਜਾਰੀ ਰਹਿਣਗੇ। ਉਨ੍ਹਾਂ ਕਿਹਾ ਕਿ ਸਮਾਜ ਦੇ ਹਰ ਵਰਗ ਦੀ ਭਲਾਈ ਲਈ ਸਾਂਝੇ ਉਪਰਾਲੇ ਜ਼ਰੂਰੀ ਹਨ। ਇਸ ਮੌਕੇ ਇਲਾਕੇ ਦੀਆਂ ਪ੍ਰਮੁੱਖ ਸ਼ਖ਼ਸੀਅਤਾਂ, ਪਿੰਡਾਂ ਦੇ ਸਰਪੰਚ, ਪੰਚ ਅਤੇ ਵੱਡੀ ਗਿਣਤੀ ਵਿਚ ਵਰਕਰ ਹਾਜ਼ਰ ਸਨ। ਸਮਾਗਮ ਦੇ ਅੰਤ ਵਿਚ ਪ੍ਰਬੰਧਕਾਂ ਵਲੋਂ ਪਹੁੰਚੀਆਂ ਸ਼ਖ਼ਸੀਅਤਾਂ ਦਾ ਸਨਮਾਨ ਕੀਤਾ ਗਿਆ ਅਤੇ ਸਭ ਦਾ ਧੰਨਵਾਦ ਕੀਤਾ ਗਿਆ। [264,784,422,834]
print-slug: 230826_Am_05_Layout 1 08/27/2026 11:24 PM Page 2 [4,1,169,8]
